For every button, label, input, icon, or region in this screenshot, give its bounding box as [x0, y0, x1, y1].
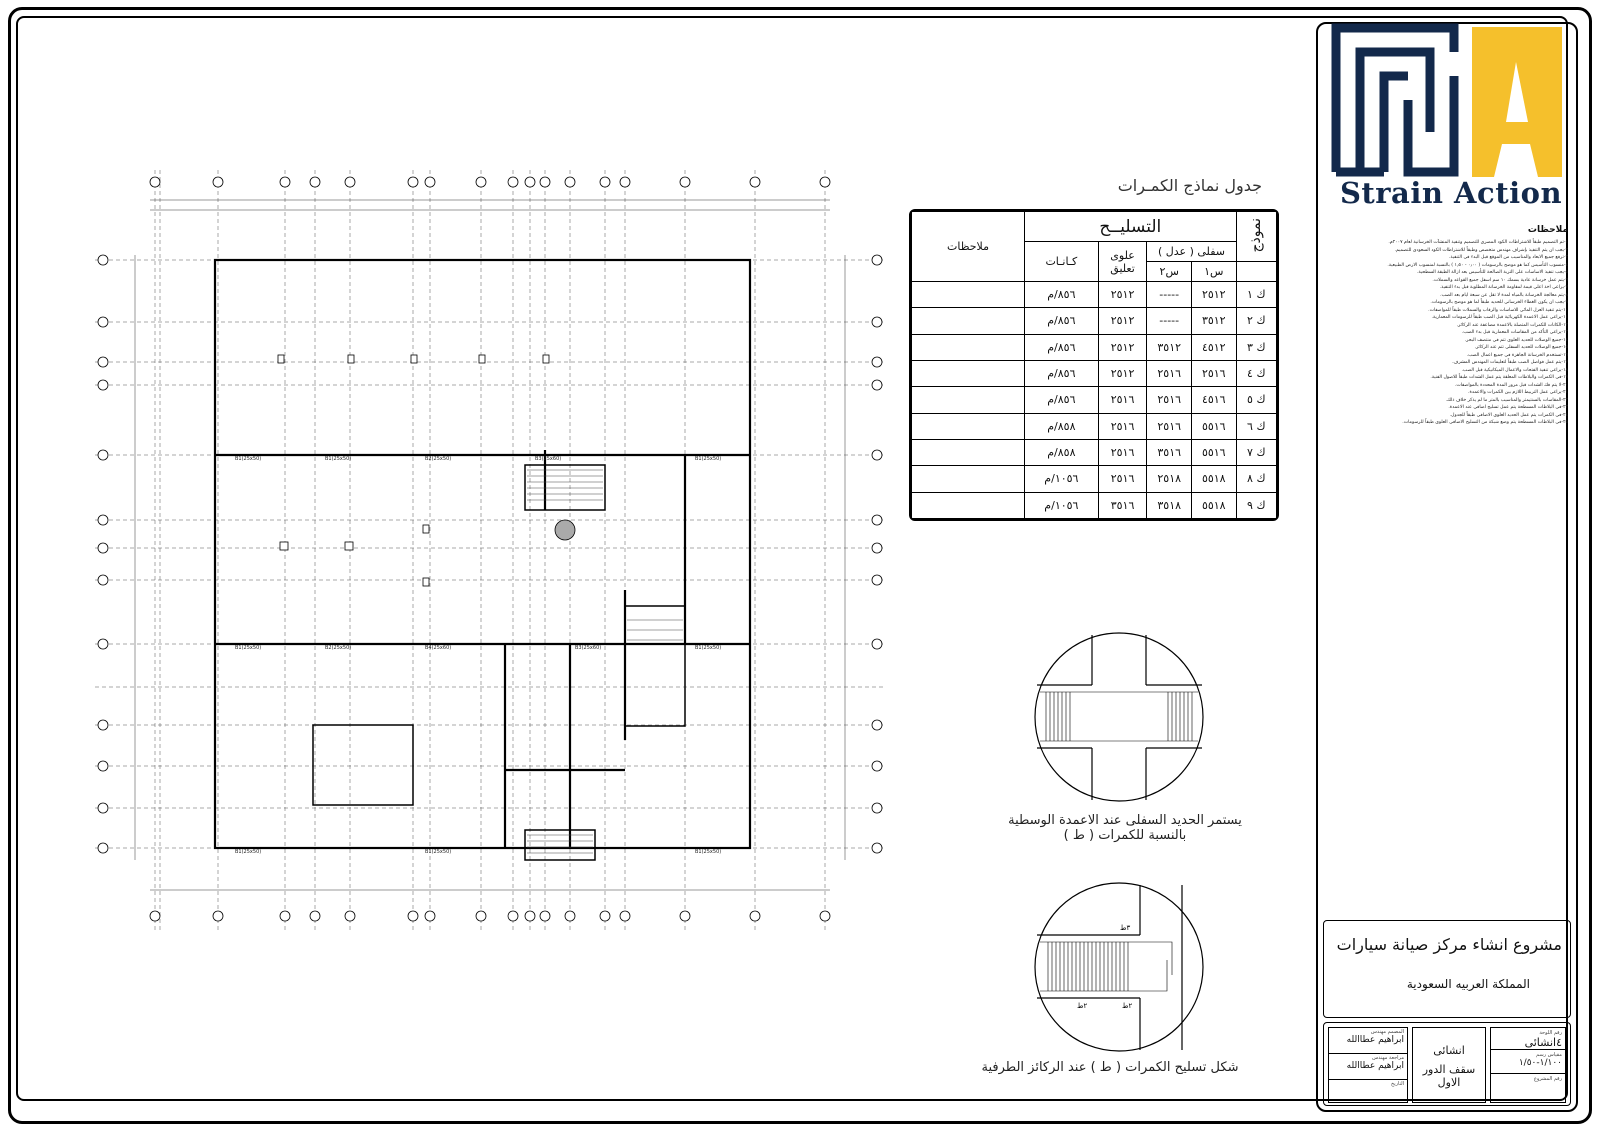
- signatures-column: المصمم مهندس ابراهيم عطاالله مراجعة مهندس ابراهيم عطاالله التاريخ: [1328, 1027, 1408, 1103]
- detail-caption-edge: شكل تسليح الكمرات ( ط ) عند الركائز الطرفية: [981, 1060, 1239, 1075]
- note-item: ٢٥-فى البلاطات المسطحة يتم وضع شبكة من التسليح الاضافى العلوى طبقاً للرسومات.: [1402, 420, 1568, 425]
- col-top-header: علوى تعليق: [1098, 242, 1147, 282]
- general-notes: [1326, 240, 1568, 428]
- svg-text:B1(25x50): B1(25x50): [695, 849, 722, 855]
- table-row: ك ٣ ٤٥١٢ ٣٥١٢ ٢٥١٢ ٨٥٦/م: [912, 334, 1277, 360]
- note-item: ٦-يتم عمل خرسانة عادية بسمك ١٠ سم اسفل جميع القواعد والسملات.: [1432, 277, 1568, 283]
- note-item: ٢-يجب ان يتم التنفيذ بإشراف مهندس متخصص وطبقاً للاشتراطات الكود السعودى للتصميم.: [1394, 247, 1568, 253]
- note-item: ٤-منسوب التأسيس كما هو موضح بالرسومات ( ٠٫٠٠ - ١٫٥٠ ) بالنسبة لمنسوب الارض الطبيعية.: [1387, 262, 1568, 268]
- svg-text:B1(25x50): B1(25x50): [235, 645, 262, 651]
- svg-text:B2(25x50): B2(25x50): [425, 456, 452, 462]
- logo-mark: [1330, 22, 1570, 182]
- table-row: ك ٨ ٥٥١٨ ٢٥١٨ ٢٥١٦ ١٠٥٦/م: [912, 466, 1277, 492]
- col-bottom-header: سفلى ( عدل ): [1147, 242, 1236, 262]
- note-item: ٢٣-فى البلاطات المسطحة يتم عمل تسليح اضافى عند الاعمدة.: [1448, 405, 1568, 410]
- note-item: ٢١-يراعى عمل التربيط اللازم بين الكمرات والاعمدة.: [1468, 390, 1568, 395]
- detail-label: ٢ط: [1122, 1002, 1133, 1010]
- note-item: ١٦-تستخدم الخرسانة الجاهزة فى جميع اعمال الصب.: [1466, 352, 1568, 358]
- table-row: ك ٧ ٥٥١٦ ٣٥١٦ ٢٥١٦ ٨٥٨/م: [912, 439, 1277, 465]
- beam-schedule-table: [909, 209, 1279, 521]
- table-row: ك ٢ ٣٥١٢ ----- ٢٥١٢ ٨٥٦/م: [912, 308, 1277, 334]
- svg-text:B1(25x50): B1(25x50): [695, 645, 722, 651]
- col-type-header: نموذج: [1236, 212, 1276, 262]
- note-item: ١٥-جميع الوصلات للحديد السفلى تتم عند الركائز.: [1474, 345, 1568, 350]
- notes-title: ملاحظات: [1527, 225, 1568, 235]
- note-item: ١٩-فى الكمرات والبلاطات المعلقة يتم عمل الشدات طبقاً للاصول الفنية.: [1430, 375, 1568, 380]
- note-item: ١٢-الكانات للكمرات المتصلة بالاعمدة مضاعفة عند الركائز.: [1456, 322, 1568, 328]
- detail-label: ٣ط: [1120, 924, 1131, 932]
- detail-label: ٢ط: [1077, 1002, 1088, 1010]
- note-item: ٧-يراعى اخذ اعلى قيمة لمقاومة الخرسانة المطلوبة قبل بدء التنفيذ.: [1439, 285, 1568, 290]
- svg-text:B3(25x60): B3(25x60): [535, 456, 562, 462]
- svg-text:B1(25x50): B1(25x50): [235, 849, 262, 855]
- table-row: ك ٤ ٢٥١٦ ٢٥١٦ ٢٥١٢ ٨٥٦/م: [912, 360, 1277, 386]
- reviewer-name: ابراهيم عطاالله: [1346, 1061, 1404, 1071]
- col-reinforcement-header: التسليــح: [1025, 212, 1237, 242]
- note-item: ٨-يتم معالجة الخرسانة بالمياه لمدة لا تقل عن سبعة ايام بعد الصب.: [1440, 292, 1568, 298]
- note-item: ٢٤-فى الكمرات يتم عمل الحديد العلوى الاضافى طبقاً للجدول.: [1449, 412, 1568, 418]
- detail-middle-column: [1032, 630, 1212, 809]
- note-item: ١١-يراعى عمل الاعمدة الكهربائية قبل الصب طبقاً للرسومات المعمارية.: [1431, 315, 1568, 320]
- brand-name: Strain Action: [1339, 176, 1563, 210]
- note-item: ٥-يجب تنفيذ الاساسات على التربة الصالحة للتأسيس بعد ازالة الطبقة السطحية.: [1416, 270, 1568, 275]
- drawing-title: سقف الدور الاول: [1422, 1063, 1476, 1089]
- svg-text:B1(25x50): B1(25x50): [425, 849, 452, 855]
- drawing-scale: ١/١٠٠-١/٥٠: [1518, 1058, 1562, 1068]
- table-row: ك ٥ ٤٥١٦ ٢٥١٦ ٢٥١٦ ٨٥٦/م: [912, 387, 1277, 413]
- sheet-info-column: رقم اللوحة ٤انشائى مقياس رسم ١/١٠٠-١/٥٠ رقم المشروع: [1490, 1027, 1566, 1103]
- note-item: ٣-ترفع جميع الابعاد والمناسيب من الموقع قبل البدء فى التنفيذ.: [1448, 255, 1568, 260]
- detail-middle-column-drawing: [1032, 630, 1212, 805]
- note-item: ١-تم التصميم طبقاً للاشتراطات الكود المصرى للتصميم وتنفيذ المنشآت الخرسانية لعام ٢٠٠٧م.: [1388, 240, 1568, 245]
- col-s2-header: س٢: [1147, 262, 1192, 282]
- svg-text:B1(25x50): B1(25x50): [325, 456, 352, 462]
- note-item: ٢٠-لا يتم فك الشدات قبل مرور المدة المحددة بالمواصفات.: [1454, 382, 1568, 388]
- svg-text:B3(25x60): B3(25x60): [575, 645, 602, 651]
- svg-text:B1(25x50): B1(25x50): [235, 456, 262, 462]
- svg-text:B2(25x50): B2(25x50): [325, 645, 352, 651]
- note-item: ١٣-يراعى التأكد من المقاسات المعمارية قبل بدء الصب.: [1461, 330, 1568, 335]
- note-item: ٢٢-المقاسات بالسنتيمتر والمناسيب بالمتر ما لم يذكر خلاف ذلك.: [1445, 397, 1568, 403]
- col-notes-header: ملاحظات: [912, 212, 1025, 282]
- designer-name: ابراهيم عطاالله: [1346, 1035, 1404, 1045]
- project-name: مشروع انشاء مركز صيانة سيارات: [1336, 935, 1562, 954]
- drawing-title-column: [1412, 1027, 1486, 1103]
- col-stirrups-header: كـانـات: [1025, 242, 1099, 282]
- note-item: ١٨-يراعى تنفيذ الفتحات والاعمال الميكانيكية قبل الصب.: [1461, 367, 1568, 373]
- drawing-info-block: [1323, 1022, 1571, 1106]
- project-title-box: [1323, 920, 1571, 1018]
- table-row: ك ٩ ٥٥١٨ ٣٥١٨ ٣٥١٦ ١٠٥٦/م: [912, 492, 1277, 518]
- drawing-discipline: انشائى: [1433, 1044, 1465, 1057]
- note-item: ٩-يجب ان يكون الغطاء الخرسانى للحديد طبقاً لما هو موضح بالرسومات.: [1430, 300, 1568, 305]
- table-row: ك ١ ٢٥١٢ ----- ٢٥١٢ ٨٥٦/م: [912, 282, 1277, 308]
- svg-text:B1(25x50): B1(25x50): [695, 456, 722, 462]
- table-row: ك ٦ ٥٥١٦ ٢٥١٦ ٢٥١٦ ٨٥٨/م: [912, 413, 1277, 439]
- col-s1-header: س١: [1191, 262, 1236, 282]
- svg-text:B4(25x60): B4(25x60): [425, 645, 452, 651]
- detail-edge-support: [1032, 880, 1212, 1059]
- note-item: ١٠-يتم تنفيذ العزل المائى للاساسات والرقاب والسملات طبقاً للمواصفات.: [1428, 307, 1568, 313]
- beam-schedule-title: جدول نماذج الكمـرات: [1117, 176, 1262, 195]
- note-item: ١٧-يتم عمل فواصل الصب طبقاً لتعليمات المهندس المشرف.: [1452, 360, 1568, 365]
- structural-floor-plan: [95, 170, 895, 954]
- sheet-number: ٤انشائى: [1524, 1036, 1562, 1049]
- detail-caption-middle: يستمر الحديد السفلى عند الاعمدة الوسطية بالنسبة للكمرات ( ط ): [1008, 813, 1242, 843]
- project-country: المملكة العربيه السعودية: [1406, 977, 1530, 991]
- plan-drawing: [95, 170, 895, 950]
- detail-edge-support-drawing: [1032, 880, 1212, 1055]
- note-item: ١٤-جميع الوصلات للحديد العلوى تتم فى منتصف البحر.: [1464, 337, 1568, 343]
